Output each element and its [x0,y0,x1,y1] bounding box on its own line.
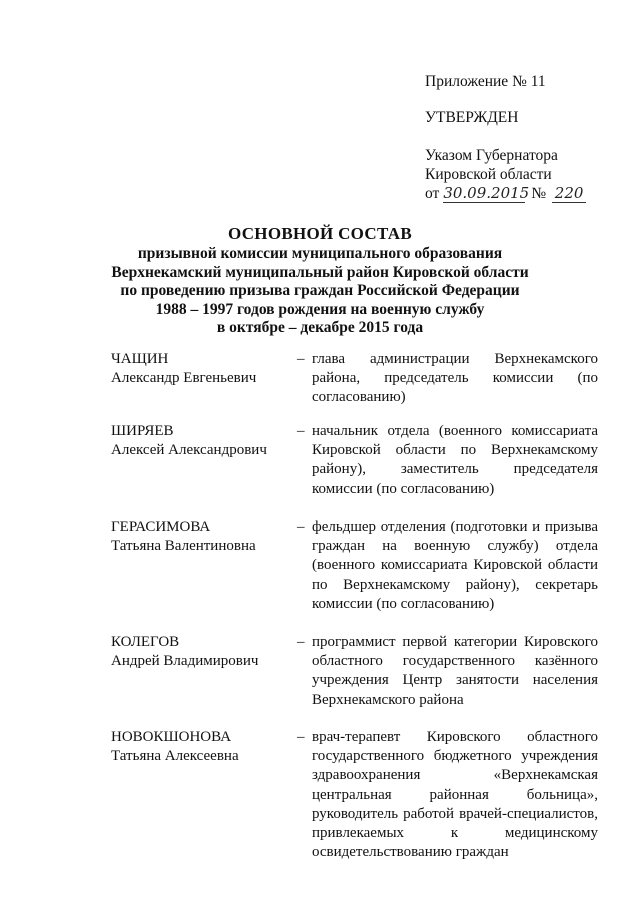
title-line-4: 1988 – 1997 годов рождения на военную службу [155,300,485,318]
member-surname: КОЛЕГОВ [111,634,180,650]
member-surname: ШИРЯЕВ [111,423,174,439]
approved-label: УТВЕРЖДЕН [425,109,519,126]
title-line-1: призывной комиссии муниципального образования [137,245,503,262]
decree-date-line [425,184,586,203]
appendix-number: Приложение № 11 [425,73,546,90]
member-name [111,728,291,766]
decree-line-1: Указом Губернатора [425,147,558,164]
member-role: глава администрации Верхнекамского района, председатель комиссии (по согласованию) [312,351,598,406]
handwritten-date: 30.09.2015 [443,184,530,202]
member-role: фельдшер отделения (подготовки и призыва граждан на военную службу) отдела (военного комиссариата Кировской области по Верхнекамскому району), секретарь комиссии (по согласованию) [312,519,598,612]
number-prefix: № [531,185,547,202]
member-role: программист первой категории Кировского областного государственного казённого учреждения Центр занятости населения Верхнекамского района [312,634,598,708]
decree-line-2: Кировской области [425,166,552,183]
dash-separator: – [297,729,305,745]
approval-stamp [425,72,586,203]
member-given-name: Андрей Владимирович [111,653,259,670]
member-given-name: Татьяна Алексеевна [111,748,239,765]
dash-separator: – [297,519,305,535]
member-name [111,350,291,388]
member-given-name: Татьяна Валентиновна [111,538,256,555]
member-name [111,422,291,460]
member-surname: НОВОКШОНОВА [111,729,232,745]
member-role: врач-терапевт Кировского областного государственного бюджетного учреждения здравоохранения «Верхнекамская центральная районная больница», руководитель работой врачей-специалистов, привлекаемых к медицинскому освидетельствованию граждан [312,729,598,861]
dash-separator: – [297,634,305,650]
title-line-5: в октябре – декабре 2015 года [216,319,424,337]
member-given-name: Алексей Александрович [111,442,267,459]
document-title [0,223,640,338]
handwritten-number: 220 [552,185,586,203]
member-role: начальник отдела (военного комиссариата Кировской области по Верхнекамскому району), заместитель председателя комиссии (по согласованию) [312,423,598,497]
dash-separator: – [297,423,305,439]
dash-separator: – [297,351,305,367]
title-line-3: по проведению призыва граждан Российской Федерации [120,282,520,300]
member-name [111,518,291,556]
member-name [111,633,291,671]
title-main: ОСНОВНОЙ СОСТАВ [227,224,412,243]
date-prefix: от [425,185,440,202]
member-surname: ГЕРАСИМОВА [111,519,211,535]
member-given-name: Александр Евгеньевич [111,370,257,387]
member-surname: ЧАЩИН [111,351,169,367]
title-line-2: Верхнекамский муниципальный район Кировской области [111,263,529,281]
